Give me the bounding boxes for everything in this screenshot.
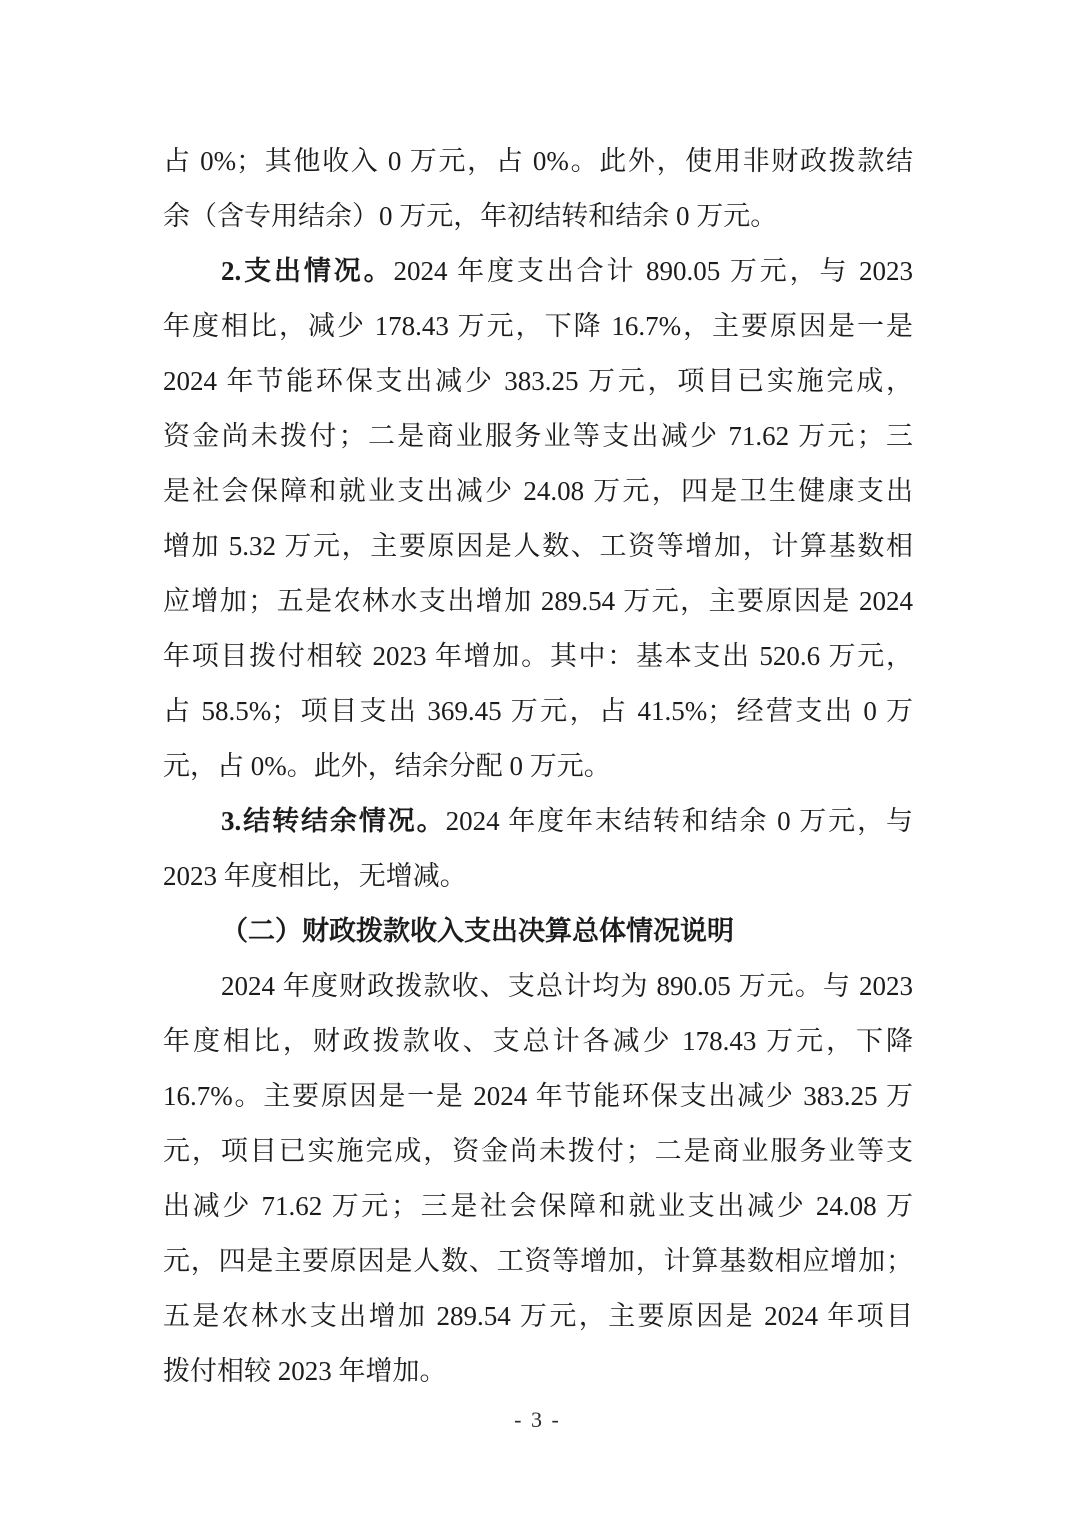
text-segment: 出减少 71.62 万元；三是社会保障和就业支出减少 24.08 万 xyxy=(163,1191,913,1221)
text-segment: 应增加；五是农林水支出增加 289.54 万元，主要原因是 2024 xyxy=(163,586,913,616)
text-segment: 2023 年度相比，无增减。 xyxy=(163,861,467,891)
text-line xyxy=(163,134,913,189)
bold-text-segment: 3.结转结余情况。 xyxy=(221,806,446,836)
document-body xyxy=(163,134,913,1399)
text-segment: 2024 年度年末结转和结余 0 万元，与 xyxy=(445,806,914,836)
text-segment: 占 58.5%；项目支出 369.45 万元，占 41.5%；经营支出 0 万 xyxy=(163,696,913,726)
text-segment: 元，四是主要原因是人数、工资等增加，计算基数相应增加； xyxy=(163,1246,913,1276)
text-line xyxy=(163,684,913,739)
bold-text-segment: （二）财政拨款收入支出决算总体情况说明 xyxy=(221,916,734,946)
page-number: - 3 - xyxy=(514,1407,561,1432)
text-line xyxy=(163,794,913,849)
text-line xyxy=(163,409,913,464)
text-segment: 五是农林水支出增加 289.54 万元，主要原因是 2024 年项目 xyxy=(163,1301,913,1331)
text-line xyxy=(163,1124,913,1179)
text-line xyxy=(163,849,913,904)
text-line xyxy=(163,1344,913,1399)
text-segment: 占 0%；其他收入 0 万元，占 0%。此外，使用非财政拨款结 xyxy=(163,146,913,176)
text-line xyxy=(163,1289,913,1344)
text-segment: 拨付相较 2023 年增加。 xyxy=(163,1356,447,1386)
text-line xyxy=(163,1069,913,1124)
text-segment: 年度相比，减少 178.43 万元，下降 16.7%，主要原因是一是 xyxy=(163,311,913,341)
bold-text-segment: 2.支出情况。 xyxy=(221,256,394,286)
text-segment: 余（含专用结余）0 万元，年初结转和结余 0 万元。 xyxy=(163,201,778,231)
text-line xyxy=(163,1234,913,1289)
page-footer xyxy=(0,1400,1075,1440)
text-segment: 元，项目已实施完成，资金尚未拨付；二是商业服务业等支 xyxy=(163,1136,913,1166)
text-line xyxy=(163,519,913,574)
text-line xyxy=(163,189,913,244)
text-line xyxy=(163,739,913,794)
text-segment: 16.7%。主要原因是一是 2024 年节能环保支出减少 383.25 万 xyxy=(163,1081,913,1111)
text-line xyxy=(163,1014,913,1069)
text-segment: 元，占 0%。此外，结余分配 0 万元。 xyxy=(163,751,611,781)
text-line xyxy=(163,464,913,519)
text-segment: 增加 5.32 万元，主要原因是人数、工资等增加，计算基数相 xyxy=(163,531,913,561)
text-line xyxy=(163,904,913,959)
text-line xyxy=(163,1179,913,1234)
text-segment: 年项目拨付相较 2023 年增加。其中：基本支出 520.6 万元， xyxy=(163,641,913,671)
text-segment: 2024 年度支出合计 890.05 万元，与 2023 xyxy=(393,256,913,286)
text-segment: 资金尚未拨付；二是商业服务业等支出减少 71.62 万元；三 xyxy=(163,421,913,451)
text-line xyxy=(163,959,913,1014)
text-line xyxy=(163,299,913,354)
text-segment: 是社会保障和就业支出减少 24.08 万元，四是卫生健康支出 xyxy=(163,476,913,506)
text-segment: 2024 年节能环保支出减少 383.25 万元，项目已实施完成， xyxy=(163,366,913,396)
text-segment: 年度相比，财政拨款收、支总计各减少 178.43 万元，下降 xyxy=(163,1026,913,1056)
text-segment: 2024 年度财政拨款收、支总计均为 890.05 万元。与 2023 xyxy=(221,971,913,1001)
text-line xyxy=(163,244,913,299)
text-line xyxy=(163,574,913,629)
text-line xyxy=(163,354,913,409)
text-line xyxy=(163,629,913,684)
